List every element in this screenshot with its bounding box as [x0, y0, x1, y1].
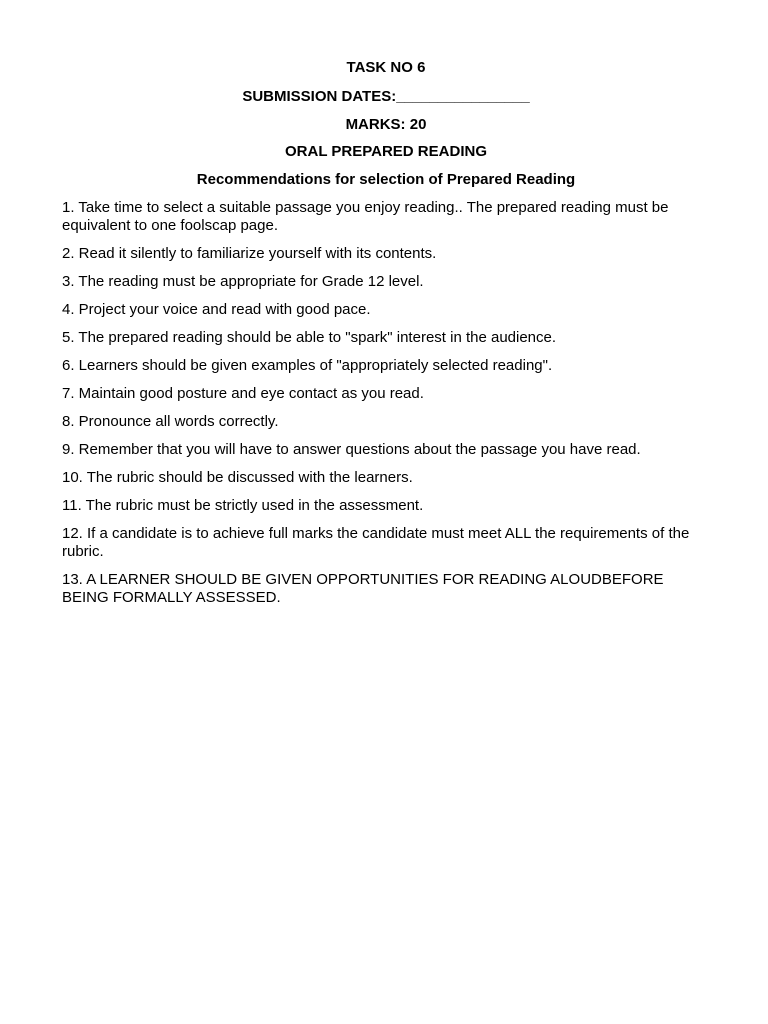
recommendations-list — [62, 199, 702, 617]
list-item: 1. Take time to select a suitable passage you enjoy reading.. The prepared reading must be equivalent to one foolscap page. — [62, 199, 669, 234]
list-item: 9. Remember that you will have to answer questions about the passage you have read. — [62, 441, 641, 458]
list-item: 3. The reading must be appropriate for Grade 12 level. — [62, 273, 424, 290]
task-number-heading: TASK NO 6 — [346, 59, 426, 76]
document-title: ORAL PREPARED READING — [285, 143, 487, 160]
list-item: 6. Learners should be given examples of "appropriately selected reading". — [62, 357, 553, 374]
list-item: 13. A LEARNER SHOULD BE GIVEN OPPORTUNITIES FOR READING ALOUDBEFORE BEING FORMALLY ASSESSED. — [62, 571, 664, 606]
recommendations-heading: Recommendations for selection of Prepared Reading — [196, 171, 576, 188]
list-item: 12. If a candidate is to achieve full marks the candidate must meet ALL the requirements of the rubric. — [62, 525, 690, 560]
list-item: 4. Project your voice and read with good pace. — [62, 301, 371, 318]
submission-dates-line: SUBMISSION DATES:________________ — [242, 88, 530, 105]
list-item: 2. Read it silently to familiarize yourself with its contents. — [62, 245, 437, 262]
list-item: 7. Maintain good posture and eye contact as you read. — [62, 385, 424, 402]
marks-heading: MARKS: 20 — [345, 116, 427, 133]
list-item: 11. The rubric must be strictly used in the assessment. — [62, 497, 424, 514]
list-item: 8. Pronounce all words correctly. — [62, 413, 279, 430]
list-item: 5. The prepared reading should be able to "spark" interest in the audience. — [62, 329, 557, 346]
list-item: 10. The rubric should be discussed with the learners. — [62, 469, 413, 486]
